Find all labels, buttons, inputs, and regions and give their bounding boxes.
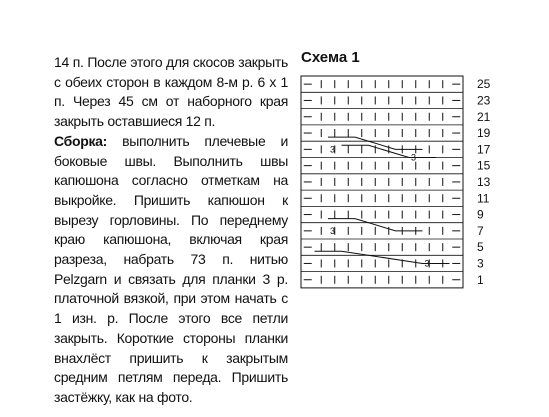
cable-line — [342, 251, 423, 263]
paragraph-1: 14 п. После этого для скосов закрыть с обеих сторон в каждом 8-м р. 6 х 1 п. Через 45 см от наборного края закрыть оставшиеся 12 п. — [54, 54, 288, 130]
cable-label: 3 — [330, 225, 336, 236]
row-number: 11 — [477, 191, 490, 206]
row-number: 25 — [477, 77, 491, 92]
row-number: 3 — [477, 256, 484, 271]
row-number: 19 — [477, 126, 491, 141]
chart-title: Схема 1 — [301, 49, 360, 66]
row-number: 21 — [477, 109, 491, 124]
row-number: 9 — [477, 207, 484, 222]
cable-label: 3 — [424, 258, 430, 269]
row-number: 1 — [477, 272, 484, 287]
row-number: 17 — [477, 142, 491, 157]
assembly-text: выполнить плечевые и боковые швы. Выполнить швы капюшона согласно отметкам на выкройке. Пришить капюшон к вырезу горловины. По переднему краю капюшона, включая края разреза, набрать 73 п. нитью Pelzgarn и связать для планки 3 р. платочной вязкой, при этом начать с 1 изн. р. После этого все петли закрыть. Короткие стороны планки внахлёст пришить к закрытым средним петлям переда. Пришить застёжку, как на фото. — [54, 132, 288, 405]
cable-label: 3 — [411, 152, 417, 163]
row-number: 23 — [477, 93, 491, 108]
chart-frame — [301, 76, 463, 288]
row-number: 15 — [477, 158, 491, 173]
cable-label: 3 — [330, 144, 336, 155]
row-number: 13 — [477, 174, 491, 189]
row-number: 5 — [477, 240, 484, 255]
assembly-heading: Сборка: — [54, 132, 108, 149]
row-number: 7 — [477, 223, 484, 238]
